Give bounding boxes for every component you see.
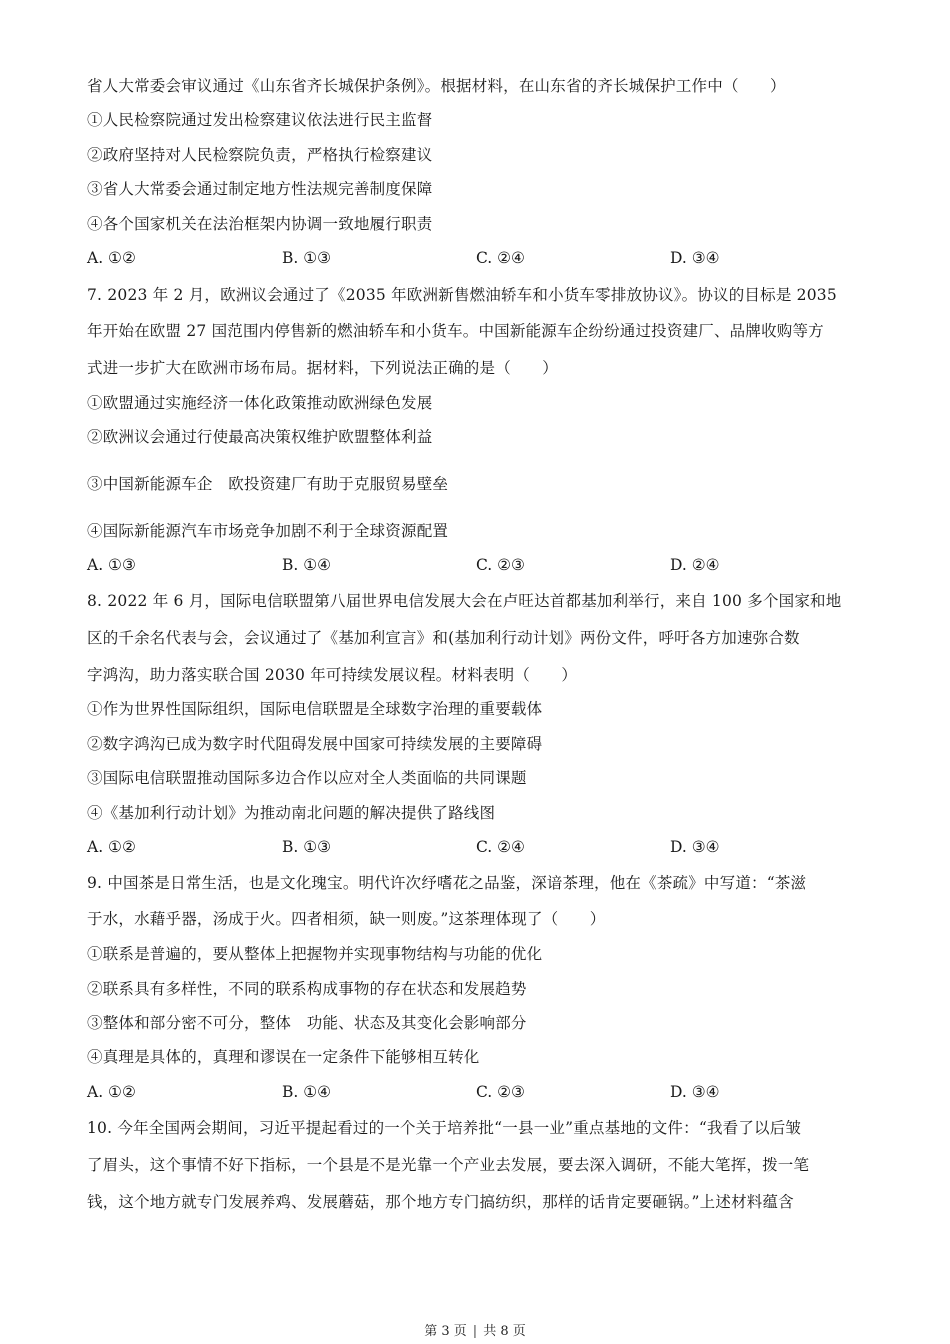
question-6-option-2: ②政府坚持对人民检察院负责，严格执行检察建议 — [87, 146, 433, 164]
question-7-choices — [87, 555, 887, 575]
question-8-stem-line-1: 8. 2022 年 6 月，国际电信联盟第八届世界电信发展大会在卢旺达首都基加利举行，来自 100 多个国家和地 — [87, 592, 842, 610]
choice-b: B. ①④ — [282, 556, 332, 574]
question-7-option-3: ③中国新能源车企 欧投资建厂有助于克服贸易壁垒 — [87, 475, 449, 493]
question-6-choices — [87, 248, 887, 268]
question-8-option-3: ③国际电信联盟推动国际多边合作以应对全人类面临的共同课题 — [87, 769, 527, 787]
question-9-stem-line-2: 于水，水藉乎器，汤成于火。四者相须，缺一则废。”这茶理体现了（ ） — [87, 910, 606, 928]
choice-a: A. ①② — [87, 1083, 136, 1101]
question-9-choices — [87, 1082, 887, 1102]
question-7-option-2: ②欧洲议会通过行使最高决策权维护欧盟整体利益 — [87, 428, 433, 446]
choice-a: A. ①② — [87, 249, 136, 267]
question-7-option-4: ④国际新能源汽车市场竞争加剧不利于全球资源配置 — [87, 522, 449, 540]
question-8-stem-line-2: 区的千余名代表与会，会议通过了《基加利宣言》和(基加利行动计划》两份文件，呼吁各方加速弥合数 — [87, 629, 800, 647]
choice-d: D. ②④ — [670, 556, 720, 574]
choice-c: C. ②③ — [476, 1083, 525, 1101]
question-6-option-4: ④各个国家机关在法治框架内协调一致地履行职责 — [87, 215, 433, 233]
choice-d: D. ③④ — [670, 249, 720, 267]
question-7-stem-line-1: 7. 2023 年 2 月，欧洲议会通过了《2035 年欧洲新售燃油轿车和小货车零排放协议》。协议的目标是 2035 — [87, 286, 837, 304]
choice-b: B. ①④ — [282, 1083, 332, 1101]
page-footer — [0, 1323, 950, 1341]
choice-a: A. ①② — [87, 838, 136, 856]
choice-c: C. ②④ — [476, 838, 525, 856]
page-number-total: 共 8 页 — [483, 1324, 526, 1339]
choice-d: D. ③④ — [670, 838, 720, 856]
page-number-separator: | — [472, 1324, 478, 1339]
question-7-option-1: ①欧盟通过实施经济一体化政策推动欧洲绿色发展 — [87, 394, 433, 412]
question-9-option-3: ③整体和部分密不可分，整体 功能、状态及其变化会影响部分 — [87, 1014, 527, 1032]
question-10-stem-line-3: 钱，这个地方就专门发展养鸡、发展蘑菇，那个地方专门搞纺织，那样的话肯定要砸锅。”上述材料蕴含 — [87, 1193, 794, 1211]
question-9-option-2: ②联系具有多样性，不同的联系构成事物的存在状态和发展趋势 — [87, 980, 527, 998]
question-10-stem-line-2: 了眉头，这个事情不好下指标，一个县是不是光靠一个产业去发展，要去深入调研，不能大笔挥，拨一笔 — [87, 1156, 810, 1174]
question-7-stem-line-3: 式进一步扩大在欧洲市场布局。据材料，下列说法正确的是（ ） — [87, 359, 559, 377]
question-7-stem-line-2: 年开始在欧盟 27 国范围内停售新的燃油轿车和小货车。中国新能源车企纷纷通过投资建厂、品牌收购等方 — [87, 322, 824, 340]
question-6-stem-line: 省人大常委会审议通过《山东省齐长城保护条例》。根据材料，在山东省的齐长城保护工作中（ ） — [87, 77, 786, 95]
question-9-option-1: ①联系是普遍的，要从整体上把握物并实现事物结构与功能的优化 — [87, 945, 543, 963]
choice-b: B. ①③ — [282, 249, 332, 267]
question-8-option-1: ①作为世界性国际组织，国际电信联盟是全球数字治理的重要载体 — [87, 700, 543, 718]
question-8-option-4: ④《基加利行动计划》为推动南北问题的解决提供了路线图 — [87, 804, 496, 822]
question-6-option-1: ①人民检察院通过发出检察建议依法进行民主监督 — [87, 111, 433, 129]
question-9-stem-line-1: 9. 中国茶是日常生活，也是文化瑰宝。明代许次纾嗜花之品鉴，深谙茶理，他在《茶疏》中写道：“茶滋 — [87, 874, 807, 892]
choice-a: A. ①③ — [87, 556, 136, 574]
question-8-option-2: ②数字鸿沟已成为数字时代阻碍发展中国家可持续发展的主要障碍 — [87, 735, 543, 753]
page-number-current: 第 3 页 — [424, 1324, 467, 1339]
choice-c: C. ②③ — [476, 556, 525, 574]
question-8-choices — [87, 837, 887, 857]
question-6-option-3: ③省人大常委会通过制定地方性法规完善制度保障 — [87, 180, 433, 198]
question-9-option-4: ④真理是具体的，真理和谬误在一定条件下能够相互转化 — [87, 1048, 480, 1066]
choice-b: B. ①③ — [282, 838, 332, 856]
question-8-stem-line-3: 字鸿沟，助力落实联合国 2030 年可持续发展议程。材料表明（ ） — [87, 666, 578, 684]
question-10-stem-line-1: 10. 今年全国两会期间，习近平提起看过的一个关于培养批“一县一业”重点基地的文件：“我看了以后皱 — [87, 1119, 802, 1137]
choice-c: C. ②④ — [476, 249, 525, 267]
choice-d: D. ③④ — [670, 1083, 720, 1101]
